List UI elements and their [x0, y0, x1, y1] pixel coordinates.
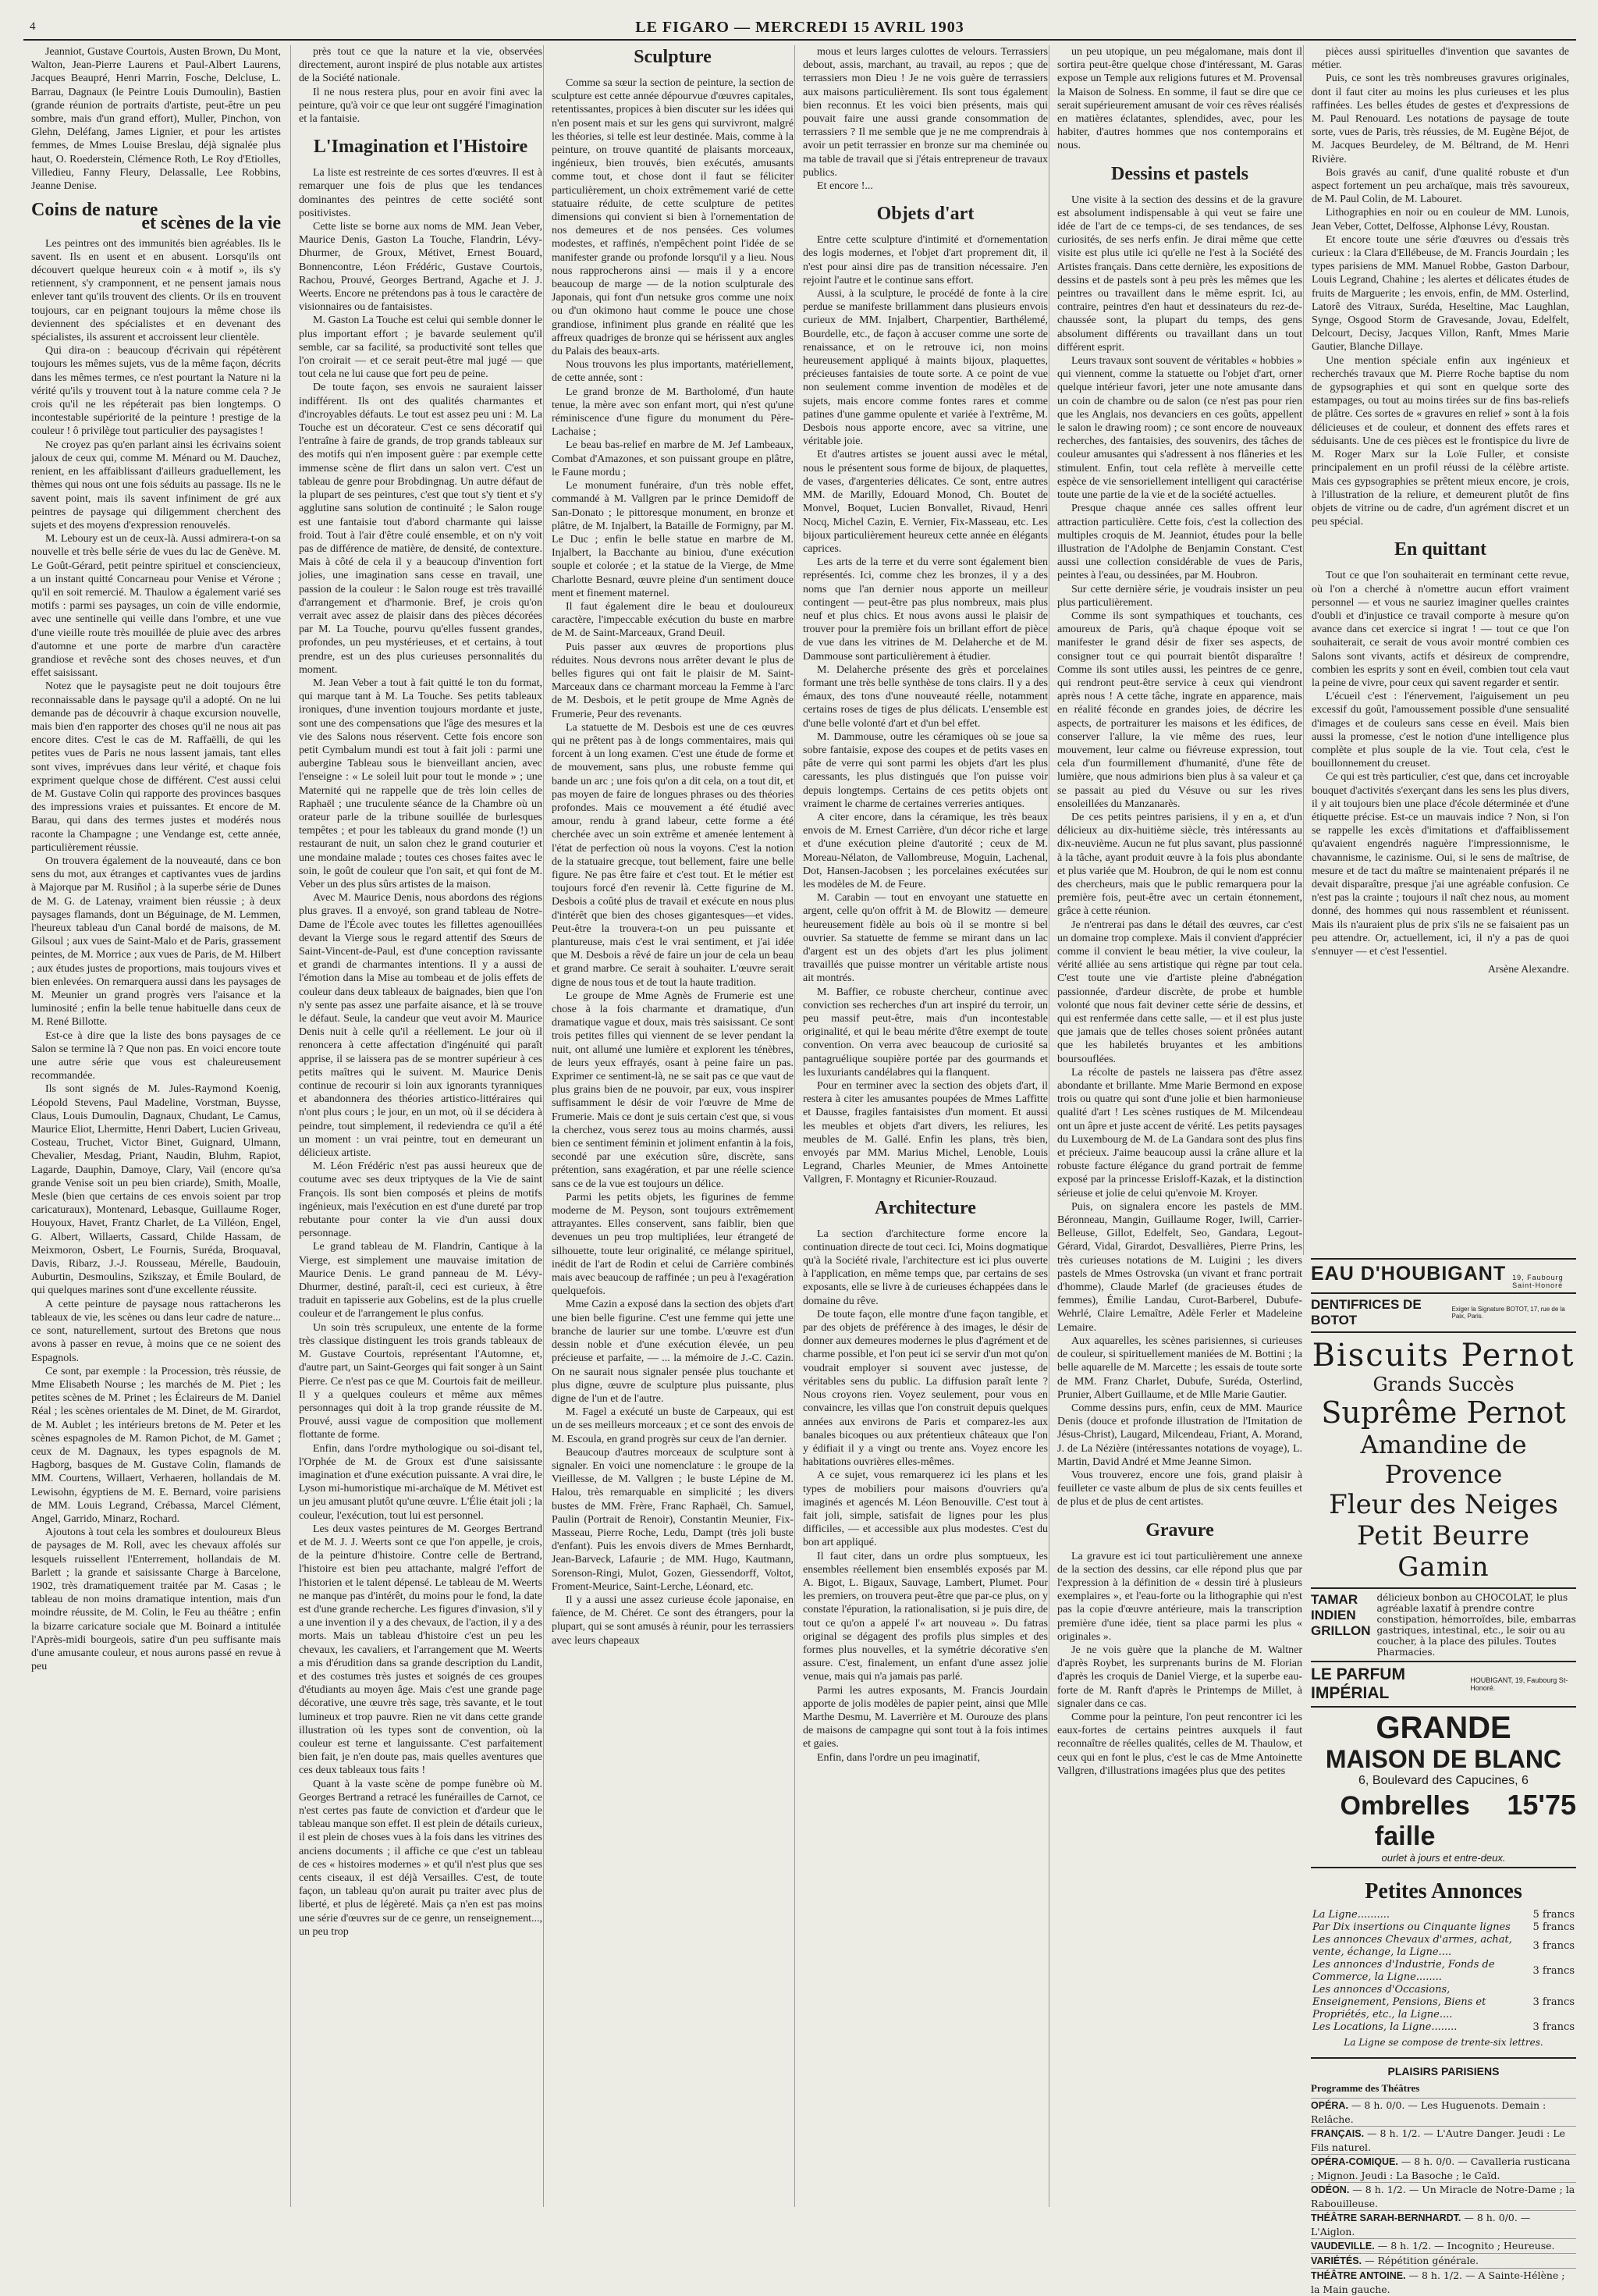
- rate-label: Par Dix insertions ou Cinquante lignes: [1312, 1921, 1511, 1933]
- paragraph: Il y a aussi une assez curieuse école japonaise, en faïence, de M. Chéret. Ce sont des étrangers, pour la plupart, qui se sont amusés à réunir, pour les terrassiers avec leurs chapeaux: [552, 1594, 794, 1647]
- rate-price: 3 francs: [1532, 2021, 1575, 2033]
- paragraph: Ne croyez pas qu'en parlant ainsi les écrivains soient jaloux de ceux qui, comme M. Ménard ou M. Dauchez, renient, en les affaiblissant d'ailleurs graduellement, les thèmes qui nous ont une fois séduits au passage. Ils ne le savent point, mais ils savent infiniment de gré aux peintres de paysage qui diligemment cherchent des sujets et des moyens d'expression renouvelés.: [31, 439, 281, 531]
- paragraph: Je ne vois guère que la planche de M. Waltner d'après Roybet, les surprenants burins de M. Florian d'après les croquis de Daniel Vierge, et la superbe eau-forte de M. Ranft d'après le Printemps de Millet, à signaler dans ce cas.: [1057, 1644, 1302, 1710]
- theatre-entry: [1311, 2268, 1576, 2296]
- ad-line: Petit Beurre Gamin: [1356, 1520, 1531, 1583]
- paragraph: M. Gaston La Touche est celui qui semble donner le plus important effort ; je bavarde seulement qu'il semble, car sa facilité, sa productivité sont telles que l'on croirait — et ce serait peut-être mal jugé — que tout cela ne lui cause que fort peu de peine.: [299, 315, 542, 381]
- ad-offer: [1311, 1789, 1576, 1852]
- paragraph: M. Baffier, ce robuste chercheur, continue avec conviction ses recherches d'un art inspiré du terroir, un peu massif peut-être, mais d'un incontestable originalité, et qui le beau mérite d'être exempt de toute convention. On verra avec beaucoup de curiosité sa pantagruélique soupière portée par des gourmands et les luxuriants candélabres qui la flanquent.: [803, 986, 1048, 1079]
- rate-price: 5 francs: [1532, 1909, 1575, 1921]
- paragraph: Le grand tableau de M. Flandrin, Cantique à la Vierge, est simplement une mauvaise imitation de Maurice Denis. Le grand panneau de M. Lévy-Dhurmer, destiné, paraît-il, ceci est curieux, à être traduit en tapisserie aux Gobelins, est de la plus cruelle couleur et de l'arrangement le plus confus.: [299, 1241, 542, 1320]
- theatre-name: VARIÉTÉS.: [1311, 2255, 1362, 2266]
- page-number: 4: [30, 20, 36, 33]
- paragraph: A cette peinture de paysage nous rattacherons les tableaux de vie, les scènes ou dans leur cadre de nature... ce sont, naturellement, surtout des Bretons que nous avons à passer en revue, à moins que ce ne soient des Espagnols.: [31, 1298, 281, 1364]
- rate-label: La Ligne..........: [1312, 1909, 1390, 1921]
- paragraph: De ces petits peintres parisiens, il y en a, et d'un délicieux au dix-huitième siècle, très intéressants au dix-neuvième. Aucun ne fut plus savant, plus passionné à la tâche, ayant produit œuvre à la fois plus abondante et plus variée que M. Houbron, de qui le nom est connu des chercheurs, mais que le public remarquera pour la première fois, peut-être avec un certain étonnement, grâce à cette réunion.: [1057, 811, 1302, 918]
- paragraph: La section d'architecture forme encore la continuation directe de tout ceci. Ici, Moins dogmatique qu'à la Société rivale, l'architecture est ici plus ouverte à l'application, en même temps que, par certains de ses exposants, elle se livre à de curieuses échappées dans le domaine du rêve.: [803, 1228, 1048, 1307]
- masthead: [23, 19, 1576, 41]
- paragraph: Enfin, dans l'ordre mythologique ou soi-disant tel, l'Orphée de M. de Groux est d'une saisissante imagination et d'une exécution puissante. A vrai dire, le Lyson mi-humoristique mi-archaïque de M. Métivet est un jeu amusant plutôt qu'une œuvre. L'Élie était joli ; la couleur, l'exécution, tout lui est personnel.: [299, 1442, 542, 1522]
- paragraph: Presque chaque année ces salles offrent leur attraction particulière. Cette fois, c'est la collection des multiples croquis de M. Jeanniot, études pour la belle illustration de l'Adolphe de Benjamin Constant. C'est aussi une collection considérable de vues de Paris, peintes à l'eau, ou dessinées, par M. Houbron.: [1057, 503, 1302, 582]
- ad-title: DENTIFRICES DE BOTOT: [1311, 1297, 1422, 1327]
- paragraph: Est-ce à dire que la liste des bons paysages de ce Salon se termine là ? Que non pas. En voici encore toute une autre série que vous est chaleureusement recommandée.: [31, 1029, 281, 1082]
- paragraph: M. Carabin — tout en envoyant une statuette en argent, celle qu'on offrit à M. de Blowitz — demeure heureusement fidèle au bois où il se montre si bel ouvrier. Sa statuette de femme se mirant dans un lac d'argent est un des objets d'art les plus joliment travaillés que puisse montrer un véritable artiste nous ait montrés.: [803, 892, 1048, 985]
- section-heading-sculpture: Sculpture: [634, 47, 712, 67]
- paragraph: M. Jean Veber a tout à fait quitté le ton du format, qui marque tant à M. La Touche. Ses petits tableaux ironiques, d'une invention toujours mordante et juste, sont une des compensations que l'âge des mesures et la vie des Salons nous réservent. Cette fois encore son petit Cymbalum mundi est tout à fait joli : parmi une aubergine Tableau sous le bienveillant ancien, avec l'enseigne : « Le soleil luit pour tout le monde » ; une Maternité qui ne rappelle que de très loin celles de Raphaël ; une truculente séance de la Chambre où un orateur parle de la tribune souillée de burlesques tempêtes ; et pour les tableaux du grand monde (!) un restaurant de nuit, un salon chez le grand couturier et une mondaine malade ; toutes ces choses faites avec le soin, le goût de couleur que l'on sait, et qui font de M. Veber un des plus sûrs artistes de la maison.: [299, 677, 542, 890]
- paragraph: Comme dessins purs, enfin, ceux de MM. Maurice Denis (douce et profonde illustration de l'Imitation de Jésus-Christ), Laugard, Milcendeau, Friant, A. Morand, J. de La Nézière (intéressantes notations de voyage), L. Martin, David André et Mme Jeanne Simon.: [1057, 1402, 1302, 1468]
- theatre-info: — 8 h. 1/2. — Incognito ; Heureuse.: [1377, 2240, 1555, 2252]
- section-heading-objets-d-art: Objets d'art: [876, 204, 975, 225]
- ad-tagline: HOUBIGANT, 19, Faubourg St-Honoré.: [1470, 1676, 1568, 1692]
- paragraph: Pour en terminer avec la section des objets d'art, il restera à citer les amusantes poupées de Mmes Laffitte et Dausse, fragiles fantaisistes d'un moment. Et aussi les meubles et objets d'art divers, les reliures, les meubles de M. Gallé. Enfin les plans, très bien, envoyés par MM. Marius Michel, Lenoble, Louis Legrand, Charles Meunier, de Mmes Antoinette Vallgren, F. Montagny et Ricunier-Rouzaud.: [803, 1080, 1048, 1186]
- ad-title: EAU D'HOUBIGANT: [1311, 1263, 1507, 1285]
- paragraph: La statuette de M. Desbois est une de ces œuvres qui ne prêtent pas à de longs commentaires, mais qui forcent à un long examen. C'est une étude de forme et de mouvement, sans plus, une robuste femme qui bande un arc ; une fois qu'on a dit cela, on a tout dit, et pas moyen de faire de longues phrases ou des théories profondes. Mais ce mouvement a été étudié avec amour, rendu à grand labeur, cette forme a été cherchée avec un soin extrême et amenée lentement à l'état de perfection où nous la voyons. C'est la notion de la statuaire grecque, tout bellement, faire une belle figure. Ne pas être faire et c'est tout. Et le métier est toujours forcé d'en revenir là. Cette figurine de M. Desbois a coûté plus de travail et exécute en nous plus d'intérêt que bien des choses gigantesques—et vides. Peut-être la trouvera-t-on un peu puissante et plantureuse, mais c'est le vrai sentiment, et j'ai idée que M. Desbois a rêvé de faire un jour de cela un beau et grand marbre. Ce serait à souhaiter. L'œuvre serait digne de nous tous et de tout la haute tradition.: [552, 721, 794, 989]
- ad-botot: [1311, 1292, 1576, 1331]
- theatre-name: FRANÇAIS.: [1311, 2128, 1365, 2139]
- paragraph: Il faut également dire le beau et douloureux caractère, l'impeccable exécution du buste en marbre de M. de Saint-Marceaux, Grand Deuil.: [552, 600, 794, 640]
- column-4: [794, 45, 1048, 2207]
- theatre-entry: [1311, 2253, 1576, 2268]
- section-heading-gravure: Gravure: [1145, 1519, 1214, 1541]
- rate-label: Les Locations, la Ligne........: [1312, 2021, 1458, 2033]
- paragraph: Le monument funéraire, d'un très noble effet, commandé à M. Vallgren par le prince Demidoff de San-Donato ; le pittoresque monument, en bronze et plâtre, de M. Injalbert, la Bataille de Formigny, par M. Le Duc ; enfin le belle statue en marbre de M. Injalbert, la Bacchante au biniou, d'une exécution souple et colorée ; et la statue de la Vierge, de Mme Charlotte Besnard, œuvre pleine d'un sentiment douce ment et finement maternel.: [552, 480, 794, 599]
- theatre-info: — 8 h. 1/2. — Un Miracle de Notre-Dame ; la Rabouilleuse.: [1311, 2184, 1575, 2209]
- petites-annonces: [1311, 1867, 1576, 2057]
- rate-row: [1311, 1934, 1576, 1959]
- ad-line: GRANDE: [1376, 1711, 1511, 1745]
- ad-tamar-indien: [1311, 1587, 1576, 1661]
- paragraph: Ils sont signés de M. Jules-Raymond Koenig, Léopold Stevens, Paul Madeline, Vorstman, Buysse, Claus, Louis Dumoulin, Dagnaux, Chudant, Le Camus, Maurice Eliot, Lhermitte, Henri Dabert, Lucien Griveau, Costeau, Truchet, Victor Binet, Guignard, Ulmann, Chevalier, Mesdag, Priant, Naudin, Bluhm, Rapiot, Lagarde, Dauphin, Damoye, Clary, Vail (encore qu'sa grande Venise soit un peu bien criarde), Smith, Moalle, Mesle (bien que certains de ces envois soient par trop caricaturaux), Montenard, Lebasque, Guillaume Roger, Houyoux, Havet, Frantz Charlet, de La Villéon, Engel, G. Albert, Willaerts, Cassard, Childe Hassam, de Meixmoron, Osbert, Le Fournis, Suréda, Broquaval, Davis, Ribarz, J.-J. Rousseau, Mérelle, Baudouin, Auburtin, Desmoulins, Szikszay, et Émile Boulard, de qui quelques marines sont d'une excellente réussite.: [31, 1083, 281, 1297]
- section-heading-coins-de-nature: [31, 200, 281, 234]
- paragraph: Comme sa sœur la section de peinture, la section de sculpture est cette année dépourvue d'œuvres capitales, retentissantes, propices à bien discuter sur les idées qui n'en posent mais et sur les gens qui survivront, malgré les théories, si telle est leur destinée. Mais, comme à la peinture, on trouve quantité de plaisants morceaux, ingénieux, bien trouvés, bien exécutés, amusants comme tout, et chose dont il faut se féliciter particulièrement, un choix extrêmement varié de cette statuaire réduite, de cette sculpture de petites dimensions qui convient si bien à l'ornementation de nos demeures et de nos pensées. Ces volumes modestes, et raffinés, n'empêchent point l'idée de se manifester grande ou profonde lorsqu'il y a lieu. Nous nous rapprocherons ainsi — mais il y a encore beaucoup de marge — de la notion sculpturale des Japonais, qui font d'un netsuke gros comme une noix ou d'un okimono haut comme le pouce une chose grandiose, infiniment plus grande en réalité que les affreux quadriges de bronze qui se hérissent aux angles du Palais des beaux-arts.: [552, 77, 794, 358]
- ad-price: 15'75: [1507, 1789, 1576, 1821]
- theatre-name: THÉÂTRE ANTOINE.: [1311, 2270, 1406, 2281]
- paragraph: Ajoutons à tout cela les sombres et douloureux Bleus de paysages de M. Roll, avec les chevaux affolés sur lesquels ruissellent l'Enterrement, hollandais de M. Barlett ; la grande et saisissante Charge à Barcelone, 1902, très dramatiquement traitée par M. Casas ; le tableau de non moins dramatique intention, mais d'un moindre réussite, de M. Colin, le Feu au théâtre ; enfin la bizarre caricature sociale que M. Boinard a intitulée l'Après-midi bourgeois, satire d'un peu suffisante mais d'une amusante couleur, et nous aurons passé en revue à peu: [31, 1527, 281, 1673]
- column-6: [1303, 45, 1569, 1255]
- ad-parfum-imperial: [1311, 1661, 1576, 1706]
- rate-row: [1311, 1909, 1576, 1921]
- paragraph: Le beau bas-relief en marbre de M. Jef Lambeaux, Combat d'Amazones, et son puissant groupe en plâtre, le Faune mordu ;: [552, 439, 794, 478]
- paragraph: Ce qui est très particulier, c'est que, dans cet incroyable bouquet d'activités s'exerçant dans les sens les plus divers, il y ait toujours bien une place d'école déterminée et d'une étiquette précise. Est-ce un mauvais indice ? Non, si l'on se rappelle les excès d'imitations et d'affaiblissement qu'avaient engendrés naguère l'impressionnisme, le chavannisme, le cazinisme. Oui, si le sens de maîtrise, de mesure et de tact du maître se maintenaient préparés il ne devait disparaître, presque j'ai une agréable confusion. Ce n'est pas la crainte ; toujours il naît chez nous, au moment donné, des hommes qui nous rassemblent et réunissent. Mais ils n'auraient plus de prix s'ils ne se faisaient pas un peu attendre. Or, actuellement, ici, il n'y a pas de quoi s'ennuyer — et c'est l'essentiel.: [1312, 771, 1569, 958]
- paragraph: près tout ce que la nature et la vie, observées directement, auront inspiré de plus notable aux artistes de la Société nationale.: [299, 46, 542, 85]
- rate-row: [1311, 1959, 1576, 1984]
- theatre-info: — 8 h. 0/0. — L'Aiglon.: [1311, 2212, 1531, 2237]
- paragraph: Cette liste se borne aux noms de MM. Jean Veber, Maurice Denis, Gaston La Touche, Flandrin, Lévy-Dhurmer, de Groux, Métivet, Ernest Bouard, Bonnencontre, Léon Frédéric, Gustave Courtois, Rachou, Prouvé, Georges Bertrand, Agache et J. J. Weerts. Encore ne prétendons pas à tous le caractère de visionnaires ou de fantaisistes.: [299, 221, 542, 314]
- theatre-info: — 8 h. 0/0. — Cavalleria rusticana ; Mignon. Jeudi : La Basoche ; le Caïd.: [1311, 2156, 1571, 2181]
- rate-label: Les annonces Chevaux d'armes, achat, vente, échange, la Ligne....: [1312, 1934, 1512, 1958]
- theatre-entry: [1311, 2210, 1576, 2238]
- paragraph: Vous trouverez, encore une fois, grand plaisir à feuilleter ce vaste album de plus de six cents feuilles et de plus et de plus de cent artistes.: [1057, 1469, 1302, 1509]
- paragraph: Aussi, à la sculpture, le procédé de fonte à la cire perdue se manifeste brillamment dans plusieurs envois curieux de MM. Injalbert, Charpentier, Barthélemé, Bourdelle, etc., de façon à accuser comme une sorte de renaissance, et on le retrouve ici, non moins heureusement appliqué à maints bijoux, plaquettes, précieuses fantaisies de toute sorte. A ce point de vue non seulement comme invention de modèles et de sujets, mais encore comme fontes rares et comme patines d'une gamme opulente et variée à l'extrême, M. Desbois nous apporte encore, avec sa vitrine, une véritable joie.: [803, 288, 1048, 448]
- ad-line: Fleur des Neiges: [1329, 1489, 1558, 1520]
- paragraph: Qui dira-on : beaucoup d'écrivain qui répétèrent toujours les mêmes sujets, vus de la même façon, décrits dans les mêmes termes, ce n'est pourtant la Nature ni la vérité qu'ils y trouvent tout à la nature comme cela ? Je crois qu'il ne les répéterait pas bien longtemps. O incontestable supériorité de la peinture ! prestige de la couleur ! ô privilège tout particulier des paysagistes !: [31, 345, 281, 438]
- section-heading-en-quittant: En quittant: [1394, 539, 1487, 560]
- ad-title: LE PARFUM IMPÉRIAL: [1311, 1665, 1405, 1702]
- paragraph: Je n'entrerai pas dans le détail des œuvres, car c'est un domaine trop complexe. Mais il convient d'apprécier comme il convient le beau métier, la vive couleur, la vérité alliée au sens artistique qui règne par tout cela. C'est toute une vie d'artiste pleine d'abnégation passionnée, d'ardeur discrète, de probe et humble volonté que nous fait deviner cette série de dessins, et qui est renfermée dans cette salle, — et il est plus juste que jamais que de telles choses soient prônées autant que les habiletés bruyantes et les ambitions boursouflées.: [1057, 919, 1302, 1065]
- paragraph: Le grand bronze de M. Bartholomé, d'un haute tenue, la mère avec son enfant mort, qui n'est qu'une réminiscence d'une figure du monument du Père-Lachaise ;: [552, 386, 794, 439]
- paragraph: M. Léon Frédéric n'est pas aussi heureux que de coutume avec ses deux triptyques de la Vie de saint François. Ils sont bien composés et pleins de motifs ingénieux, mais l'exécution en est d'une dureté par trop rebutante pour conter la vie d'un aussi doux personnage.: [299, 1160, 542, 1240]
- paragraph: Leurs travaux sont souvent de véritables « hobbies » qui viennent, comme la statuette ou l'objet d'art, orner quelque intérieur favori, jeter une note amusante dans un coin de chambre ou de salon (ce n'est pas pour rien que les Anglais, nos devanciers en ces goûts, appellent le salon le drawing room) ; ce sont encore de nouveaux recherches, des fantaisies, des souvenirs, des tâches de couleur amusantes qui s'adressent à nos flâneries et les stimulent. Enfin, tout cela reflète à merveille cette espèce de vie sensoriellement intelligent qui caractérise toute une partie de la vie et de la société actuelles.: [1057, 355, 1302, 502]
- ad-tagline: 19, Faubourg Saint-Honoré: [1512, 1274, 1564, 1289]
- rate-price: 5 francs: [1532, 1921, 1575, 1933]
- paragraph: Entre cette sculpture d'intimité et d'ornementation des logis modernes, et l'objet d'art proprement dit, il n'est pour ainsi dire pas de transition nécessaire. J'en rejoint l'autre et le continue sans effort.: [803, 234, 1048, 286]
- paragraph: Une mention spéciale enfin aux ingénieux et recherchés travaux que M. Pierre Roche baptise du nom de gypsographies et qui sont en quelque sorte des estampages, ou tout au moins tirées sur de fins bas-reliefs de plâtre. Ces sortes de « gravures en relief » sont à la fois délicieuses et de couleur, et donnent des effets rares et séduisants. Une de ces pièces est le frontispice du livre de M. Roger Marx sur la Loïe Fuller, et consiste principalement en un profil réussi de la célèbre artiste. Mais ces gypsographies se prêtent mieux encore, je crois, à l'illustration de la reliure, et demeurent plutôt de fins objets de vitrine ou de cadre, d'un agrément discret et un peu spécial.: [1312, 354, 1569, 528]
- paragraph: M. Fagel a exécuté un buste de Carpeaux, qui est un de ses meilleurs morceaux ; et ce sont des envois de M. Escoula, en grand progrès sur ceux de l'an dernier.: [552, 1406, 794, 1445]
- paragraph: Puis passer aux œuvres de proportions plus réduites. Nous devrons nous arrêter devant le plus de belles figures qui ont fait le plaisir de M. Saint-Marceaux dans ce charmant morceau la Femme à l'arc de M. Desbois, et le petit groupe de Mme Agnès de Frumerie, Peur des revenants.: [552, 641, 794, 720]
- column-5: [1049, 45, 1302, 2207]
- rate-price: 3 francs: [1532, 1965, 1575, 1977]
- heading-line: Coins de nature: [31, 200, 158, 221]
- paragraph: La gravure est ici tout particulièrement une annexe de la section des dessins, car elle répond plus que par l'expression à la définition de « dessin tiré à plusieurs exemplaires », et l'eau-forte ou la lithographie qui n'est pas la copie d'œuvre antérieure, mais la transcription première d'une idée, tient sa place parmi les plus « originales ».: [1057, 1550, 1302, 1643]
- paragraph: L'écueil c'est : l'énervement, l'aiguisement un peu excessif du goût, l'amoussement possible d'une sensualité d'images et de couleurs sans cesse en éveil. Mais bien aussi la promesse, c'est le notion d'une intelligence plus complète et plus souple de la vie. Tout cela, c'est le bouillonnement du creuset.: [1312, 691, 1569, 770]
- paragraph: Il faut citer, dans un ordre plus somptueux, les ensembles réellement bien ensemblés exposés par M. A. Bigot, L. Bigaux, Sauvage, Lambert, Plumet. Pour les premiers, on trouvera peut-être que par-ce plus, on y constate l'épuration, la rationalisation, si je puis dire, de tout ce qu'on a appelé l'« art nouveau ». Du fatras original se dégagent des profils plus simples et des formes plus nouvelles, et la symétrie décorative s'en assure. C'est, finalement, un enfant d'une assez jolie venue, mais qui n'a jamais pas parlé.: [803, 1550, 1048, 1683]
- paragraph: La liste est restreinte de ces sortes d'œuvres. Il est à remarquer une fois de plus que les tendances dominantes des peintres de cette société sont positivistes.: [299, 167, 542, 219]
- theatre-info: — 8 h. 1/2. — A Sainte-Hélène ; la Main gauche.: [1311, 2269, 1565, 2295]
- theatre-name: VAUDEVILLE.: [1311, 2241, 1375, 2252]
- paragraph: Et encore !...: [817, 180, 873, 193]
- theatre-entry: [1311, 2098, 1576, 2126]
- paragraph: Nous trouvons les plus importants, matériellement, de cette année, sont :: [552, 359, 794, 385]
- petites-annonces-note: La Ligne se compose de trente-six lettres.: [1344, 2037, 1543, 2048]
- column-1: [31, 45, 281, 2207]
- rate-price: 3 francs: [1532, 1940, 1575, 1952]
- paragraph: Un soin très scrupuleux, une entente de la forme très classique distinguent les trois grands tableaux de M. Gustave Courtois, représentant l'Automne, et, d'autre part, un Saint-Georges qui fait songer à un Saint Pierre. Ce n'est pas ce que M. Courtois fait de meilleur. Il y a quelques couleurs et même aux mêmes personnages qui doit à la trop grande réussite de M. Prouvé, aussi vague de composition que mollement flottante de forme.: [299, 1321, 542, 1441]
- petites-annonces-rates: [1311, 1909, 1576, 2034]
- theatre-name: ODÉON.: [1311, 2184, 1350, 2195]
- theatre-entry: [1311, 2238, 1576, 2253]
- paragraph: De toute façon, ses envois ne sauraient laisser indifférent. Ils ont des qualités charmantes et d'incroyables défauts. Le tout est assez peu uni : M. La Touche est un décorateur. C'est ce sens décoratif qui l'entraîne à faire de grands, de trop grands tableaux sur des motifs qui n'en imposent guère : par exemple cette immense scène de flirt dans un salon vert. C'est un tableau de genre pour Brobdingnag. Un autre défaut de la plupart de ses peintures, c'est que tout s'y tient et s'y agglutine sans solution de continuité ; le Salon rouge est une fantaisie tout d'abord charmante qui laisse froid. Tout à l'air d'être coulé ensemble, et on n'y voit pas de différence de matière, de densité, de contexture. Mais à côté de cela il y a beaucoup d'invention fort jolies, une imagination sans cesse en travail, une passion de la couleur : le Salon rouge est très travaillé d'arrangement et d'harmonie. Bref, je crois qu'on verrait avec assez de plaisir dans des pièces décorées par M. La Touche, pourvu qu'elles fussent grandes, profondes, un peu mystérieuses, et et certains, à tout prendre, est un des plus curieuses personnalités du moment.: [299, 382, 542, 676]
- paragraph: Lithographies en noir ou en couleur de MM. Lunois, Jean Veber, Cottet, Delfosse, Alphonse Lévy, Roustan.: [1312, 207, 1569, 233]
- newspaper-title: LE FIGARO — MERCREDI 15 AVRIL 1903: [635, 19, 964, 36]
- heading-line: et scènes de la vie: [141, 213, 281, 234]
- author-signature: Arsène Alexandre.: [1487, 964, 1569, 976]
- theatre-name: OPÉRA-COMIQUE.: [1311, 2156, 1398, 2167]
- paragraph: Une visite à la section des dessins et de la gravure est absolument indispensable à qui veut se faire une idée de l'art de ce temps-ci, de ses tendances, de ses curiosités, de ses nerfs enfin. Je dirai même que cette visite est plus utile ici qu'elle ne l'est à la Société des Artistes français. Dans cette dernière, les expositions de dessins et de pastels sont à peu près les mêmes que les peintres ou travaillent dans le même esprit. Ici, au contraire, peintres d'en haut et dessinateurs du rez-de-chaussée sont, la plupart du temps, des gens absolument différents ou travaillant dans un tout différent esprit.: [1057, 194, 1302, 354]
- paragraph: Les deux vastes peintures de M. Georges Bertrand et de M. J. J. Weerts sont ce que l'on appelle, je crois, de la peinture d'histoire. Contre celle de Bertrand, l'histoire est bien peu attachante, malgré l'effort de l'historien et le talent dépensé. Le tableau de M. Weerts ne manque pas d'intérêt, du moins pour le fond, la date est d'une grande recherche. Les figures d'invasion, s'il y a une invention il y a des chevaux, de l'action, il y a des morts. Mais un tableau d'histoire c'est un peu les chevaux, les cavaliers, et l'arrangement que M. Weerts a mis d'érudition dans sa grande description du Landit, et des costumes très justes et soignés de ces groupes d'étudiants au moyen âge. Mais c'est une grande page décorative, une œuvre très sage, très savante, et le tout lumineux et trop pauvre. Rien ne vit dans cette grande illustration où les types sont de convention, où la couleur est terne et languissante. C'est parfaitement bien fait, je n'en doute pas, mais quelles aventures que ces deux tableaux tous faits !: [299, 1523, 542, 1777]
- ad-biscuits-pernot: [1311, 1331, 1576, 1587]
- petites-annonces-title: Petites Annonces: [1365, 1879, 1522, 1903]
- column-3: [543, 45, 794, 2207]
- theatre-entry: [1311, 2182, 1576, 2210]
- paragraph: Parmi les autres exposants, M. Francis Jourdain apporte de jolis modèles de papier peint, ainsi que Mlle Marthe Desmu, M. Laverrière et M. Ourouze des plans de maisons de campagne qui sont tout à la fois intimes et gaies.: [803, 1684, 1048, 1750]
- paragraph: A ce sujet, vous remarquerez ici les plans et les types de mobiliers pour maisons d'ouvriers qu'a imaginés et agencés M. Léon Benouville. C'est tout à fait joli, simple, satisfait de lignes pour les plus difficiles, — et accessible aux plus modestes. C'est du bon art appliqué.: [803, 1470, 1048, 1549]
- ad-line: Biscuits Pernot: [1312, 1338, 1575, 1374]
- paragraph: Et encore toute une série d'œuvres ou d'essais très curieux : la Clara d'Ellébeuse, de M. Francis Jourdain ; les types parisiens de MM. Manuel Robbe, Gaston Darbour, Louis Legrand, Chahine ; les alertes et délicates études de fruits de Marguerite ; les envois, enfin, de MM. Osterlind, Latorê des Vitraux, Suréda, Heseltine, Mac Laughlan, Synge, Osgood Storm de Gravesande, Jovau, Edelfelt, Delcourt, Decisy, Jacques Villon, Ranft, Mmes Marie Gautier, Blanche Dillaye.: [1312, 233, 1569, 354]
- rate-row: [1311, 1984, 1576, 2021]
- paragraph: Et d'autres artistes se jouent aussi avec le métal, nous le présentent sous forme de bijoux, de plaquettes, de vases, d'argenteries délicates. Ce sont, entre autres MM. de Marilly, Edouard Monod, Ch. Boutet de Monvel, Boquet, Lucien Bonvallet, Rivaud, Henri Nocq, Michel Cazin, E. Vernier, Fix-Masseau, etc. Les bijoux particulièrement heureux cette année en élégants caprices.: [803, 449, 1048, 555]
- paragraph: M. Dammouse, outre les céramiques où se joue sa sobre fantaisie, expose des coupes et de petits vases en pâte de verre qui sont parmi les objets d'art les plus caressants, les plus distingués que l'on puisse voir depuis longtemps. Certains de ces petits objets ont vraiment le charme de certaines verreries antiques.: [803, 730, 1048, 810]
- paragraph: Beaucoup d'autres morceaux de sculpture sont à signaler. En voici une nomenclature : le groupe de la Vieillesse, de M. Vallgren ; le buste Lépine de M. Halou, très remarquable en simplicité ; les divers bustes de MM. Frère, Franc Raphaël, Ch. Samuel, Paulin (Portrait de Renoir), Constantin Meunier, Fix-Masseau, Pierre Roche, Ledu, Dampt (très joli buste d'enfant). Puis les envois divers de Mmes Bernhardt, Jean-Barveck, Lafaurie ; de MM. Hugo, Kautmann, Sorenson-Ringi, Mulot, Gozen, Giessendorff, Voltot, Froment-Meurice, Saint-Lerche, Léonard, etc.: [552, 1446, 794, 1593]
- paragraph: Il ne nous restera plus, pour en avoir fini avec la peinture, qu'à voir ce que leur ont suggéré l'imagination et la fantaisie.: [299, 86, 542, 126]
- paragraph: Bois gravés au canif, d'une qualité robuste et d'un aspect fortement un peu archaïque, mais très savoureux, de M. Paul Colin, de M. Labouret.: [1312, 166, 1569, 206]
- rate-label: Les annonces d'Occasions, Enseignement, Pensions, Biens et Propriétés, etc., la Ligne....: [1312, 1984, 1486, 2021]
- paragraph: un peu utopique, un peu mégalomane, mais dont il sortira peut-être quelque chose d'intéressant, M. Garas expose un Temple aux religions futures et M. Provensal la Maison de Solness. En somme, il faut se dire que ce serait supérieurement amusant de voir ces rêves réalisés en matières éclatantes, splendides, avec, pour les habiter, d'autres hommes que nos contemporains et nous.: [1057, 46, 1302, 152]
- paragraph: De toute façon, elle montre d'une façon tangible, et par des objets de préférence à des images, le désir de donner aux demeures modernes le plus d'agrément et de charme possible, et l'on peut ici se servir d'un mot qu'on voudrait employer si souvent avec justesse, de véritables sens du public. La diffusion paraît lente ? Nous croyons rien. Voyez seulement, pour vous en convaincre, les villas que l'on construit depuis quelques années aux environs de Paris et comparez-les aux banales bicoques ou aux prétentieux châteaux que l'on y édifiait il y a vingt ou trente ans. Voyez encore les habitations ouvrières elles-mêmes.: [803, 1308, 1048, 1469]
- paragraph: Comme ils sont sympathiques et touchants, ces amoureux de Paris, qu'à chaque époque voit se manifester le grand désir de fixer ses aspects, de consigner tout ce qui pourrait bientôt disparaître ! Comme ils sont utiles aussi, les peintres de ce genre, qui rendront peut-être service à ceux qui viendront après nous ! A cette tâche, ingrate en apparence, mais en réalité féconde en grandes joies, de décrire les aspects, de portraiturer les maisons et les édifices, de conserver l'allure, la vie même des rues, leur mouvement, leur calme ou fiévreuse expression, tout cela d'un fourmillement d'humanité, d'une fête de lumière, que nous admirions bien plus à sa valeur et ça se passait au pied du Vésuve ou sur les rives ensoleillées du Manzanarès.: [1057, 610, 1302, 810]
- ad-title: TAMAR INDIEN GRILLON: [1311, 1592, 1371, 1638]
- column-2: [290, 45, 542, 2207]
- paragraph: mous et leurs larges culottes de velours. Terrassiers debout, assis, marchant, au travail, au repos ; que de terrassiers mon Dieu ! Je ne vois guère de terrassiers aux maisons particulièrement. Ils sont tous également bien reconnus. Et les voici bien présents, mais qui pouvait faire une aussi grande consommation de terrassiers ? Il me semble que je ne me comprendrais à avoir un petit terrassier en bronze sur ma cheminée ou ma table de travail que si j'étais entrepreneur de travaux publics.: [803, 46, 1048, 179]
- ad-product: Ombrelles faille: [1340, 1791, 1470, 1851]
- section-heading-architecture: Architecture: [875, 1197, 976, 1218]
- ad-description: ourlet à jours et entre-deux.: [1381, 1852, 1506, 1864]
- paragraph: Enfin, dans l'ordre un peu imaginatif,: [817, 1751, 980, 1764]
- theatre-name: THÉÂTRE SARAH-BERNHARDT.: [1311, 2212, 1461, 2223]
- paragraph: Sur cette dernière série, je voudrais insister un peu plus particulièrement.: [1057, 583, 1302, 609]
- theatre-info: — 8 h. 0/0. — Les Huguenots. Demain : Relâche.: [1311, 2099, 1547, 2125]
- ad-line: MAISON DE BLANC: [1325, 1745, 1562, 1773]
- theatre-info: — 8 h. 1/2. — L'Autre Danger. Jeudi : Le Fils naturel.: [1311, 2127, 1565, 2153]
- paragraph: Les arts de la terre et du verre sont également bien représentés. Ici, comme chez les bronzes, il y a des noms que l'an dernier nous apporte un meilleur contingent — peut-être pas plus nombreux, mais plus neuf et plus chics. Et nous avons aussi le plaisir de trouver pour la première fois un brillant effort de pièce de vue dans les vitrines de M. Delaherche et de M. Dammouse sont particulièrement à étudier.: [803, 556, 1048, 663]
- theatre-list: [1311, 2098, 1576, 2296]
- paragraph: A citer encore, dans la céramique, les très beaux envois de M. Ernest Carrière, d'un décor riche et large et d'une exécution pleine d'autorité ; ceux de M. Moreau-Nélaton, de Vallombreuse, Moguin, Lachenal, Dot, Hansen-Jacobsen ; les porcelaines exécutées sur les modèles de M. de Feure.: [803, 811, 1048, 890]
- paragraph: On trouvera également de la nouveauté, dans ce bon sens du mot, aux étranges et captivantes vues de jardins à Majorque par M. Rusiñol ; à la superbe série de Dunes de M. G. de Latenay, vraiment bien réussie ; à deux paysages flamands, dont un Béguinage, de M. Lemmen, l'heureux tableau d'un Canal bordé de maisons, de M. Gilsoul ; aux vues de Saint-Malo et de Paris, grassement peintes, de M. Morrice ; aux vues de Paris, de M. Hilbert ; aux études justes de proportions, mais toujours vives et bien enlevées. On remarquera aussi dans les paysages de M. Meunier un grand progrès vers l'aisance et la luminosité ; enfin la belle tenue habituelle dans ceux de M. René Billotte.: [31, 855, 281, 1029]
- paragraph: Avec M. Maurice Denis, nous abordons des régions plus graves. Il a envoyé, son grand tableau de Notre-Dame de l'École avec toutes les fillettes agenouillées devant la Vierge sous le regard attentif des Sœurs de Saint-Vincent-de-Paul, est d'une conception ravissante et grandi de charmantes intentions. Il y a aussi de l'émotion dans la Mise au tombeau et de jolis effets de couleur dans deux tableaux de baignades, bien que l'on n'y sente pas assez une parfaite aisance, et là se trouve le défaut. Seule, la candeur que veut avoir M. Maurice Denis nuit à celle qu'il a réellement. Le jour où il renoncera à cette affectation d'ingénuité qui paraît apprise, il se laissera pas de se montrer supérieur à ces petits maîtres qui le suivent. M. Maurice Denis continue de recourir si loin aux ignorants tyranniques et abandonnera des théories artistico-littéraires qui n'ont plus cours ; le jour, en un mot, où il se décidera à peindre, tout simplement, il redeviendra ce qu'il a été un moment : un vrai peintre, tout en demeurant un délicieux artiste.: [299, 892, 542, 1160]
- theatre-info: — Répétition générale.: [1365, 2255, 1479, 2266]
- ad-text: délicieux bonbon au CHOCOLAT, le plus agréable laxatif à prendre contre constipation, hémorroïdes, bile, embarras gastriques, intestinal, etc., le soir ou au coucher, à la place des pilules. Toutes Pharmacies.: [1376, 1592, 1576, 1658]
- ad-line: Suprême Pernot: [1321, 1395, 1566, 1430]
- rate-label: Les annonces d'Industrie, Fonds de Commerce, la Ligne........: [1312, 1959, 1495, 1983]
- theatre-name: OPÉRA.: [1311, 2100, 1348, 2111]
- paragraph: Les peintres ont des immunités bien agréables. Ils le savent. Ils en usent et en abusent. Lorsqu'ils ont découvert quelque heureux coin « à motif », ils s'y retiennent, s'y cramponnent, et ne pensent jamais nous enlever tant qu'ils trouvent des clients. Or ils en trouvent toujours, car en peignant toujours la même chose ils deviennent des spécialistes et en devenant des spécialistes, ils assurent et accroissent leur clientèle.: [31, 237, 281, 344]
- paragraph: M. Delaherche présente des grès et porcelaines formant une très belle synthèse de tons clairs. Il y a des émaux, des tons d'une nouveauté réelle, notamment certains roses de tiges de plus délicats. L'ensemble est d'une belle volonté d'art et d'un bel effet.: [803, 663, 1048, 730]
- plaisirs-parisiens-title: PLAISIRS PARISIENS: [1311, 2057, 1576, 2077]
- paragraph: pièces aussi spirituelles d'invention que savantes de métier.: [1312, 46, 1569, 72]
- paragraph: La récolte de pastels ne laissera pas d'être assez abondante et brillante. Mme Marie Bermond en expose trois ou quatre qui sont d'une jolie et bien harmonieuse qualité d'art ! Les scènes rustiques de M. Milcendeau ont un âpre et juste accent de vérité. Les petits paysages du Luxembourg de M. de La Gandara sont des plus fins et précieux. J'aime beaucoup aussi la crâne allure et la robuste facture élégance du grand portrait de femme exposé par la princesse Erisloff-Kazak, et la distinction sérieuse et jolie de celui qu'envoie M. Kroyer.: [1057, 1066, 1302, 1200]
- theatre-entry: [1311, 2126, 1576, 2154]
- ad-line: Amandine de Provence: [1360, 1430, 1527, 1489]
- theatre-entry: [1311, 2154, 1576, 2182]
- paragraph: Puis, on signalera encore les pastels de MM. Béronneau, Mangin, Guillaume Roger, Iwill, Carrier-Belleuse, Gillot, Edelfelt, Seo, Gandara, Legout-Gérard, Vidal, Girardot, Desvallières, Pierre Prins, les très curieuses notations de M. Luigini ; les divers pastels de Mmes Ostrovska (un vivant et franc portrait d'homme), Claude Marlef (de gracieuses études de femmes), Émilie Landau, Curot-Barberel, Dubufe-Wehrlé, Claire Lemaître, Adèle Ferler et Madeleine Lemaire.: [1057, 1200, 1302, 1334]
- rate-price: 3 francs: [1532, 1996, 1575, 2008]
- paragraph: Jeanniot, Gustave Courtois, Austen Brown, Du Mont, Walton, Jean-Pierre Laurens et Paul-Albert Laurens, Jacques Beaupré, Henri Marrin, Fosche, Delcluse, L. Barrau, Dagnaux (le Peintre Louis Dumoulin), Bastien (grande réunion de portraits d'artiste, peut-être un peu sombre, mais d'un grand effort), Muller, Pinchon, von Glehn, Deléfang, James Lignier, et pour les artistes femmes, de Mmes Louise Breslau, déjà signalée plus haut, O. Roederstein, Clémence Roth, Le Roy d'Etiolles, Villedieu, Fanny Fleury, Delassalle, Lee Robbins, Jeanne Denise.: [31, 46, 281, 193]
- rate-row: [1311, 1921, 1576, 1934]
- rate-row: [1311, 2021, 1576, 2034]
- paragraph: Ce sont, par exemple : la Procession, très réussie, de Mme Elisabeth Nourse ; les marchés de M. Piet ; les petites scènes de M. Prinet ; les Éclaireurs de M. Daniel Réal ; les scènes orientales de M. Dinet, de M. Girardot, de M. Aublet ; les intérieurs bretons de M. Peter et les scènes espagnoles de M. Ramon Pichot, de M. Gamet ; ceux de M. Dagnaux, les types espagnols de M. Hagborg, basques de M. Gustave Colin, flamands de MM. Courtens, Willaert, Verhaeren, hollandais de M. Lewisohn, égyptiens de M. E. Bernard, voire parisiens de MM. Louis Legrand, Crébassa, Marcel Clément, Angel, Garrido, Minarz, Rochard.: [31, 1365, 281, 1525]
- advertisements: [1303, 1258, 1576, 2296]
- paragraph: Tout ce que l'on souhaiterait en terminant cette revue, où l'on a cherché à n'omettre aucun effort vraiment personnel — et vous ne sauriez imaginer quelles craintes d'oubli et d'injustice ce travail comporte à mesure qu'on avance dans cet exercice si ingrat ! — tout ce que l'on souhaiterait, ce serait de vous avoir montré combien ces Salons sont vivants, actifs et désireux de comprendre, combien les esprits y sont en éveil, combien tout cela vaut la peine de vivre, pour ceux qui savent regarder et sentir.: [1312, 570, 1569, 689]
- paragraph: Comme pour la peinture, l'on peut rencontrer ici les eaux-fortes de certains peintres auxquels il faut reconnaître de réelles qualités, celles de M. Thaulow, et ceux qui en font le plus, c'est le cas de Mme Antoinette Vallgren, d'illustrations imagées plus que des petites: [1057, 1711, 1302, 1777]
- paragraph: Le groupe de Mme Agnès de Frumerie est une chose à la fois charmante et dramatique, d'un dramatique vague et doux, mais très saisissant. Ce sont trois petites filles qui viennent de se lever pendant la nuit, ont allumé une lumière et explorent les ténèbres, de leurs yeux effrayés, osant à peine faire un pas. Exprimer ce sentiment-là, ne se sait pas ce que vaut de plus grains bien de ne pouvoir, par eux, vous inspirer suffisamment le désir de voir l'œuvre de Mme de Frumerie. Mais ce dont je suis certain c'est que, si vous la cherchez, vous serez tous au moins charmés, aussi bien ce sentiment féminin et joliment enfantin à la fois, secondé par une exécution sûre, discrète, sans prétention, sans exagération, et par une réelle science sans ce de la vue est toujours un délice.: [552, 990, 794, 1190]
- ad-grande-maison-de-blanc: [1311, 1706, 1576, 1867]
- ad-tagline: Exiger la Signature BOTOT, 17, rue de la Paix, Paris.: [1451, 1306, 1565, 1320]
- paragraph: Quant à la vaste scène de pompe funèbre où M. Georges Bertrand a retracé les funérailles de Carnot, ce n'est certes pas faute de conviction et d'ardeur que le tableau manque son effet. Il est plein de détails curieux, il est plein de choses vues à la fois dans les vitrines des anciens documents ; il affiche ce que c'est un tableau de ces « histoires modernes » et qu'il n'est plus que ses cents ciseaux, il est déjà Versailles. C'est, de toute façon, un tableau qu'on aurait pu traiter avec plus de liberté, et plus de légèreté. Mais ça n'en est pas moins une série d'œuvres sur de ce genre, un renseignement..., un peu trop: [299, 1778, 542, 1938]
- paragraph: M. Leboury est un de ceux-là. Aussi admirera-t-on sa nouvelle et très belle série de vues du lac de Genève. M. Le Goût-Gérard, petit peintre spirituel et consciencieux, a un instant quitté Concarneau pour Venise et Vérone ; qu'il en soit remercié. M. Thaulow a également varié ses motifs : parmi ses paysages, un coin de ville endormie, avec une sentinelle qui veille dans l'ombre, et une vue d'une vieille route très mouillée de pluie avec des arbres d'automne et une porte de marbre d'un caractère grandiose et revêche sont des choses neuves, et d'un effet saisissant.: [31, 533, 281, 680]
- paragraph: Notez que le paysagiste peut ne doit toujours être reconnaissable dans le paysage qu'il a adopté. On ne lui demande pas de découvrir à chaque excursion nouvelle, mais bien d'en rapporter des choses qu'il ne nous ait pas encore dites. C'est le cas de M. Raffaëlli, de qui les petites vues de Paris ne nous lassent jamais, tant elles sont vives, imprévues dans leur vérité, et chaque fois expriment quelque chose de différent. C'est aussi celui de M. Gustave Colin qui rapporte des provinces basques des impressions vraies et puissantes. Et encore de M. Barau, qui dans des termes justes et modérés nous raconte la Champagne ; une Vendange est, cette année, particulièrement réussie.: [31, 681, 281, 854]
- paragraph: Aux aquarelles, les scènes parisiennes, si curieuses de couleur, si spirituellement maniées de M. Bottini ; la belle aquarelle de M. Marcette ; les essais de toute sorte de MM. Franz Charlet, Dubufe, Suréda, Osterlind, Prunier, Albert Guillaume, et de Mlle Marie Gautier.: [1057, 1335, 1302, 1401]
- ad-line: Grands Succès: [1373, 1374, 1515, 1395]
- section-heading-dessins-et-pastels: Dessins et pastels: [1110, 163, 1248, 184]
- ad-address: 6, Boulevard des Capucines, 6: [1358, 1774, 1529, 1787]
- paragraph: Mme Cazin a exposé dans la section des objets d'art une bien belle figurine. C'est une femme qui jette une branche de laurier sur une tombe. L'œuvre est d'un dessin noble et d'une exécution élevée, un peu précieuse et parfaite, — ... la mémoire de J.-C. Cazin. On ne saurait nous signaler pensée plus touchante et plus digne, œuvre de sculpture plus puissante, plus digne de l'un et de l'autre.: [552, 1299, 794, 1405]
- theatre-programme-subtitle: Programme des Théâtres: [1311, 2082, 1420, 2094]
- paragraph: Parmi les petits objets, les figurines de femme moderne de M. Peyson, sont toujours extrêmement attrayantes. Elles conservent, sans faiblir, bien que devenues un peu trop multipliées, leur étrangeté de silhouette, toute leur originalité, ce mélange spirituel, inédit de l'art de Rodin et celui de Carrière combinés mais avec beaucoup de raffinée ; un peu à l'exagération quelquefois.: [552, 1191, 794, 1298]
- ad-houbigant: [1311, 1258, 1576, 1292]
- section-heading-imagination: L'Imagination et l'Histoire: [313, 137, 528, 158]
- paragraph: Puis, ce sont les très nombreuses gravures originales, dont il faut citer au moins les plus curieuses et les plus raffinées. Les belles études de gestes et d'expressions de M. Paul Renouard. Les notations de paysage de toute sorte, vues de Paris, très réussies, de M. Eugène Béjot, de M. Jacques Beurdeley, de M. Béltrand, de M. Henri Rivière.: [1312, 73, 1569, 165]
